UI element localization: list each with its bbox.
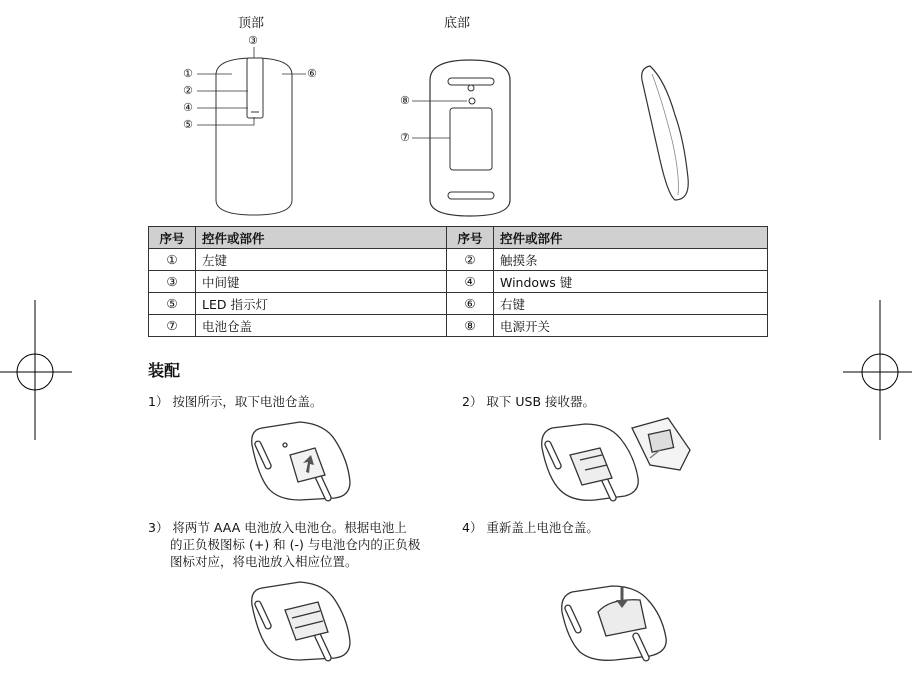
step-3-text-line2: 的正负极图标 (+) 和 (-) 与电池仓内的正负极 xyxy=(170,537,421,552)
cell-part: 中间键 xyxy=(196,271,447,293)
bottom-view-label: 底部 xyxy=(444,16,471,31)
step-4-text: 4） 重新盖上电池仓盖。 xyxy=(462,520,599,535)
cell-index: ① xyxy=(149,249,196,271)
step-3-text-line1: 3） 将两节 AAA 电池放入电池仓。根据电池上 xyxy=(148,520,407,535)
header-part: 控件或部件 xyxy=(494,227,768,249)
top-view-label: 顶部 xyxy=(238,16,265,31)
step-3-illustration xyxy=(252,582,350,662)
callout-3: ③ xyxy=(248,34,258,47)
cell-part: LED 指示灯 xyxy=(196,293,447,315)
cell-index: ⑧ xyxy=(447,315,494,337)
callout-5: ⑤ xyxy=(183,118,193,131)
callout-4: ④ xyxy=(183,101,193,114)
header-index: 序号 xyxy=(149,227,196,249)
callout-7: ⑦ xyxy=(400,131,410,144)
cell-part: 右键 xyxy=(494,293,768,315)
callout-2: ② xyxy=(183,84,193,97)
cell-index: ⑥ xyxy=(447,293,494,315)
step-1-illustration xyxy=(252,422,350,502)
cell-index: ⑦ xyxy=(149,315,196,337)
step-4-illustration xyxy=(562,586,666,662)
step-2-text: 2） 取下 USB 接收器。 xyxy=(462,394,596,409)
cell-index: ② xyxy=(447,249,494,271)
cell-part: 左键 xyxy=(196,249,447,271)
section-title: 装配 xyxy=(148,361,181,380)
step-3-text-line3: 图标对应，将电池放入相应位置。 xyxy=(170,554,358,569)
cell-index: ⑤ xyxy=(149,293,196,315)
step-2-illustration xyxy=(542,418,690,502)
cell-index: ③ xyxy=(149,271,196,293)
callout-8: ⑧ xyxy=(400,94,410,107)
cell-part: Windows 键 xyxy=(494,271,768,293)
callout-6: ⑥ xyxy=(307,67,317,80)
cell-part: 电源开关 xyxy=(494,315,768,337)
callout-1: ① xyxy=(183,67,193,80)
cell-index: ④ xyxy=(447,271,494,293)
cell-part: 电池仓盖 xyxy=(196,315,447,337)
step-1-text: 1） 按图所示，取下电池仓盖。 xyxy=(148,394,323,409)
header-index: 序号 xyxy=(447,227,494,249)
header-part: 控件或部件 xyxy=(196,227,447,249)
cell-part: 触摸条 xyxy=(494,249,768,271)
